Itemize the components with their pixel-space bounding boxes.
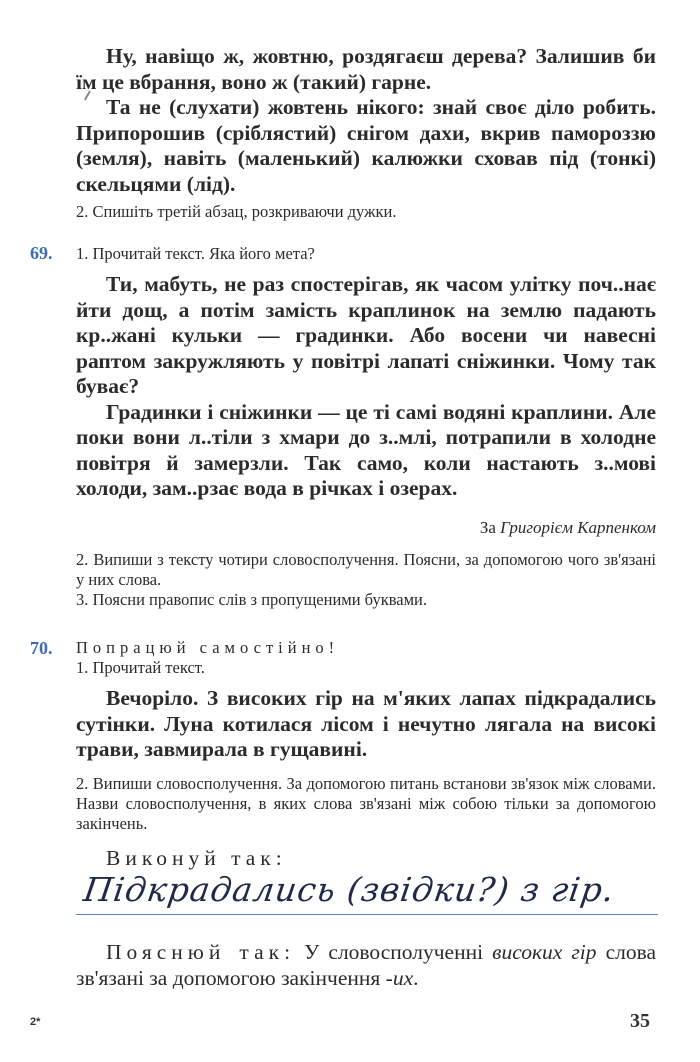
- explain-paragraph: [76, 940, 656, 991]
- explain-block: [76, 940, 656, 991]
- exercise-70-number: 70.: [30, 638, 53, 658]
- writing-line: [76, 914, 658, 915]
- exercise-69-text: [76, 272, 656, 502]
- exercise-69-tasks: [76, 550, 656, 610]
- top-paragraph-2: Та не (слухати) жовтень нікого: знай своє діло робить. Припорошив (сріблястий) снігом дахи, вкрив памороззю (земля), навіть (маленький) калюжки сховав під (тонкі) скельцями (лід).: [76, 95, 656, 196]
- ex69-task-3: 3. Поясни правопис слів з пропущеними буквами.: [76, 590, 428, 609]
- ex70-task-2: 2. Випиши словосполучення. За допомогою питань встанови зв'язок між словами. Назви словосполучення, в яких слова зв'язані між собою тільки за допомогою закінчень.: [76, 774, 656, 833]
- ex69-paragraph-1: Ти, мабуть, не раз спостерігав, як часом улітку поч..нає йти дощ, а потім замість краплинок на землю падають кр..жані кульки — градинки. Або восени чи навесні раптом закружляють у повітрі лапаті сніжинки. Чому так буває?: [76, 272, 656, 398]
- explain-end: .: [413, 965, 419, 990]
- exercise-70-text: [76, 686, 656, 763]
- ex69-task-2: 2. Випиши з тексту чотири словосполучення. Поясни, за допомогою чого зв'язані у них слова.: [76, 550, 656, 589]
- exercise-69-number: 69.: [30, 243, 53, 263]
- top-task-2: 2. Спишіть третій абзац, розкриваючи дужки.: [76, 202, 397, 221]
- explain-italic-1: високих гір: [492, 940, 597, 964]
- author-name: Григорієм Карпенком: [500, 518, 656, 537]
- ex70-task-1: 1. Прочитай текст.: [76, 658, 205, 677]
- do-like-label-block: [76, 846, 656, 872]
- explain-text-2: слова зв'язані за допомогою закінчення: [76, 940, 656, 990]
- top-text: [76, 44, 656, 197]
- page-number: 35: [630, 1010, 650, 1032]
- explain-label: Пояснюй так:: [106, 940, 296, 964]
- signature-mark: 2*: [30, 1016, 41, 1028]
- exercise-69-task1: [76, 244, 656, 264]
- do-like-label: Виконуй так:: [106, 846, 287, 870]
- exercise-69-author: [76, 518, 656, 538]
- exercise-70-task2: [76, 774, 656, 834]
- top-paragraph-1: Ну, навіщо ж, жовтню, роздягаєш дерева? Залишив би їм це вбрання, воно ж (такий) гарне.: [76, 44, 656, 94]
- ex69-task-1: 1. Прочитай текст. Яка його мета?: [76, 244, 315, 263]
- explain-text-1: У словосполученні: [304, 940, 484, 964]
- top-task: [76, 202, 656, 222]
- ex69-paragraph-2: Градинки і сніжинки — це ті самі водяні краплини. Але поки вони л..тіли з хмари до з..млі, потрапили в холодне повітря й замерзли. Так само, коли настають з..мові холоди, зам..рзає вода в річках і озерах.: [76, 399, 656, 500]
- author-prefix: За: [479, 518, 496, 537]
- exercise-70-header: [76, 638, 656, 678]
- handwritten-example: Підкрадались (звідки?) з гір.: [81, 870, 618, 909]
- ex70-heading: Попрацюй самостійно!: [76, 638, 340, 657]
- explain-italic-2: -их: [385, 965, 414, 990]
- ex70-paragraph-1: Вечоріло. З високих гір на м'яких лапах підкрадались сутінки. Луна котилася лісом і нечутно лягала на високі трави, завмирала в гущавині.: [76, 686, 656, 761]
